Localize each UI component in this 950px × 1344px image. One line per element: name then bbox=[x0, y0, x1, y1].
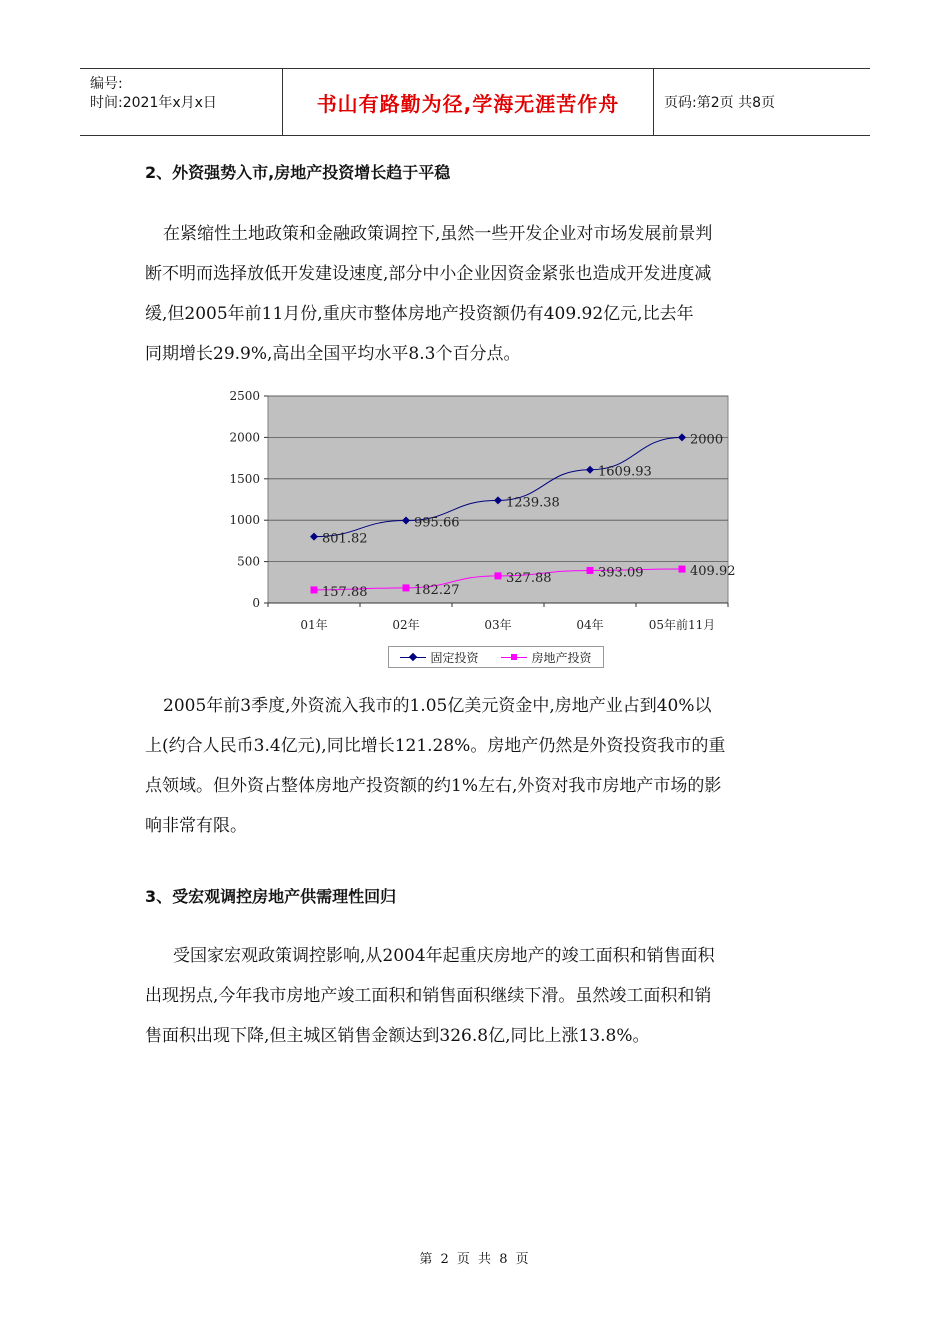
paragraph-line: 出现拐点,今年我市房地产竣工面积和销售面积继续下滑。虽然竣工面积和销 bbox=[145, 986, 712, 1006]
header-date-label: 时间:2021年x月x日 bbox=[90, 95, 217, 111]
y-tick-label: 1500 bbox=[229, 471, 260, 486]
legend-label-fixed: 固定投资 bbox=[430, 650, 479, 665]
paragraph-line: 受国家宏观政策调控影响,从2004年起重庆房地产的竣工面积和销售面积 bbox=[173, 946, 715, 966]
y-tick-label: 500 bbox=[237, 554, 260, 569]
section-2-heading: 2、外资强势入市,房地产投资增长趋于平稳 bbox=[145, 163, 451, 182]
x-tick-label: 02年 bbox=[392, 618, 420, 632]
investment-chart bbox=[210, 382, 750, 674]
page-footer: 第 2 页 共 8 页 bbox=[419, 1252, 531, 1267]
data-label: 1239.38 bbox=[506, 495, 560, 511]
section-3-paragraph bbox=[145, 936, 810, 1056]
investment-chart-svg bbox=[210, 382, 750, 674]
x-tick-label: 03年 bbox=[484, 618, 512, 632]
data-label: 1609.93 bbox=[598, 464, 652, 480]
y-tick-label: 2500 bbox=[229, 389, 260, 403]
paragraph-line: 同期增长29.9%,高出全国平均水平8.3个百分点。 bbox=[145, 344, 521, 364]
data-label: 327.88 bbox=[506, 570, 552, 586]
x-tick-label: 04年 bbox=[576, 618, 604, 632]
paragraph-line: 响非常有限。 bbox=[145, 816, 247, 836]
data-point-marker bbox=[679, 566, 686, 573]
legend-label-realestate: 房地产投资 bbox=[531, 650, 592, 665]
data-label: 2000 bbox=[690, 432, 724, 448]
section-3-heading: 3、受宏观调控房地产供需理性回归 bbox=[145, 887, 397, 906]
legend-swatch-fixed bbox=[400, 652, 426, 662]
y-tick-label: 0 bbox=[252, 596, 260, 610]
paragraph-line: 上(约合人民币3.4亿元),同比增长121.28%。房地产仍然是外资投资我市的重 bbox=[145, 736, 726, 756]
header-page-label: 页码:第2页 共8页 bbox=[664, 95, 775, 111]
header-page-cell bbox=[654, 69, 870, 135]
data-label: 409.92 bbox=[690, 564, 736, 580]
paragraph-line: 断不明而选择放低开发建设速度,部分中小企业因资金紧张也造成开发进度减 bbox=[145, 264, 712, 284]
y-tick-label: 1000 bbox=[229, 513, 260, 528]
legend-item-realestate bbox=[501, 649, 591, 666]
header-motto-cell bbox=[282, 69, 654, 135]
paragraph-line: 2005年前3季度,外资流入我市的1.05亿美元资金中,房地产业占到40%以 bbox=[163, 696, 712, 716]
data-label: 182.27 bbox=[414, 582, 460, 598]
paragraph-line: 在紧缩性土地政策和金融政策调控下,虽然一些开发企业对市场发展前景判 bbox=[163, 224, 713, 244]
data-label: 801.82 bbox=[322, 531, 368, 547]
header-motto: 书山有路勤为径,学海无涯苦作舟 bbox=[316, 91, 620, 116]
data-point-marker bbox=[587, 567, 594, 574]
data-label: 995.66 bbox=[414, 515, 460, 531]
legend-swatch-realestate bbox=[501, 652, 527, 662]
x-tick-label: 01年 bbox=[300, 618, 328, 632]
x-tick-label: 05年前11月 bbox=[648, 618, 716, 632]
document-header bbox=[80, 68, 870, 136]
paragraph-line: 售面积出现下降,但主城区销售金额达到326.8亿,同比上涨13.8%。 bbox=[145, 1026, 650, 1046]
section-2-paragraph-2 bbox=[145, 686, 810, 846]
y-tick-label: 2000 bbox=[229, 430, 260, 445]
legend-item-fixed bbox=[400, 649, 478, 666]
header-number-label: 编号: bbox=[90, 76, 123, 92]
data-label: 157.88 bbox=[322, 584, 368, 600]
header-meta bbox=[80, 69, 282, 135]
chart-legend bbox=[388, 646, 604, 668]
data-point-marker bbox=[311, 586, 318, 593]
data-label: 393.09 bbox=[598, 565, 644, 581]
section-2-paragraph bbox=[145, 214, 810, 374]
paragraph-line: 缓,但2005年前11月份,重庆市整体房地产投资额仍有409.92亿元,比去年 bbox=[145, 304, 694, 324]
paragraph-line: 点领域。但外资占整体房地产投资额的约1%左右,外资对我市房地产市场的影 bbox=[145, 776, 722, 796]
data-point-marker bbox=[403, 584, 410, 591]
data-point-marker bbox=[495, 572, 502, 579]
